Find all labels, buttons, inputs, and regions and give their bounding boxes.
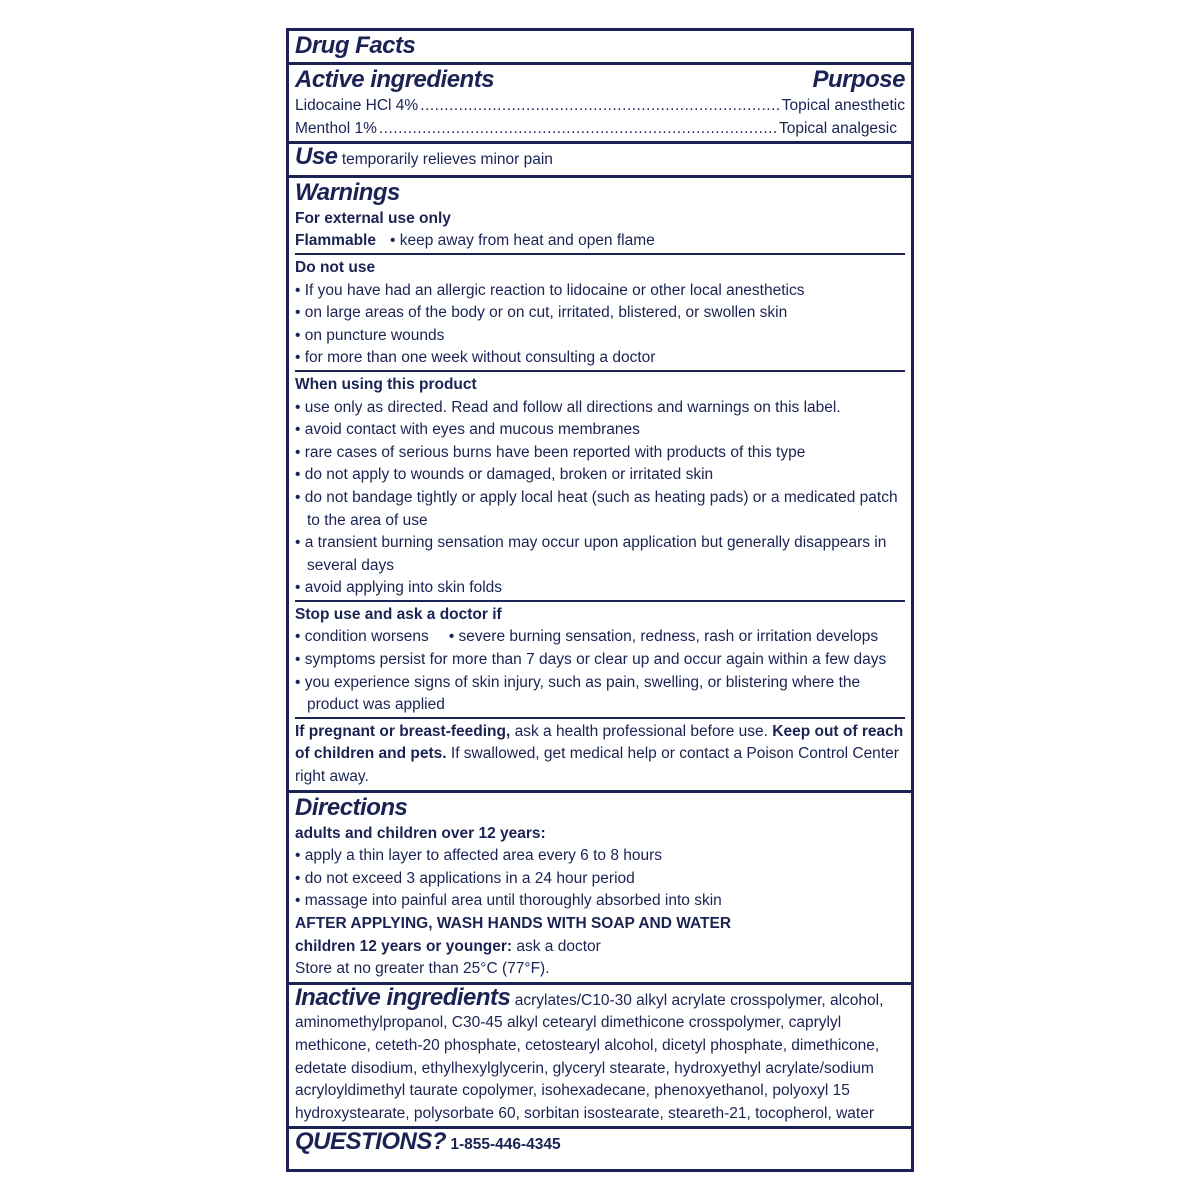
ingredient-name: Lidocaine HCl 4% bbox=[295, 97, 419, 114]
list-item: • on large areas of the body or on cut, irritated, blistered, or swollen skin bbox=[295, 304, 788, 322]
list-item: • you experience signs of skin injury, such as pain, swelling, or blistering where the product was applied bbox=[295, 673, 861, 714]
warnings-section bbox=[289, 178, 911, 793]
active-ingredient-row bbox=[295, 118, 905, 141]
leader-dots bbox=[379, 118, 777, 141]
flammable-label: Flammable bbox=[295, 232, 376, 250]
stop-use-item: • condition worsens bbox=[295, 628, 429, 646]
warnings-heading: Warnings bbox=[295, 178, 400, 206]
list-item: • rare cases of serious burns have been reported with products of this type bbox=[295, 443, 806, 461]
directions-section bbox=[289, 793, 911, 985]
drug-facts-title-section bbox=[289, 31, 911, 65]
flammable-line bbox=[295, 230, 905, 253]
leader-dots bbox=[420, 95, 780, 118]
list-item: • do not bandage tightly or apply local heat (such as heating pads) or a medicated patch to the area of use bbox=[295, 488, 898, 529]
wash-hands-text: AFTER APPLYING, WASH HANDS WITH SOAP AND WATER bbox=[295, 915, 732, 932]
active-ingredients-header bbox=[295, 65, 905, 95]
inactive-ingredients-section bbox=[289, 985, 911, 1130]
list-item: • use only as directed. Read and follow all directions and warnings on this label. bbox=[295, 398, 841, 416]
list-item: • avoid contact with eyes and mucous membranes bbox=[295, 421, 640, 439]
swallowed-text: If swallowed, get medical help or contact a Poison Control Center right away. bbox=[295, 745, 899, 786]
stop-use-subsection bbox=[295, 600, 905, 717]
active-ingredient-row bbox=[295, 95, 905, 118]
list-item: • If you have had an allergic reaction to lidocaine or other local anesthetics bbox=[295, 281, 805, 299]
inactive-ingredients-heading: Inactive ingredients bbox=[295, 983, 511, 1011]
active-ingredients-heading: Active ingredients bbox=[295, 66, 495, 93]
inactive-ingredients-text: acrylates/C10-30 alkyl acrylate crosspolymer, alcohol, aminomethylpropanol, C30-45 alkyl cetearyl dimethicone crosspolymer, caprylyl methicone, ceteth-20 phosphate, cetostearyl alcohol, dicetyl phosphate, dimethicone, edetate disodium, ethylhexylglycerin, glyceryl stearate, hydroxyethyl acrylate/sodium acryloyldimethyl taurate copolymer, isohexadecane, phenoxyethanol, polyoxyl 15 hydroxystearate, polysorbate 60, sorbitan isostearate, steareth-21, tocopherol, water bbox=[295, 991, 884, 1122]
list-item: • on puncture wounds bbox=[295, 326, 445, 344]
external-use-text: For external use only bbox=[295, 209, 451, 227]
stop-use-item: • severe burning sensation, redness, rash or irritation develops bbox=[448, 628, 879, 646]
pregnancy-bold: If pregnant or breast-feeding, bbox=[295, 722, 511, 740]
children-line bbox=[295, 936, 905, 959]
ingredient-name: Menthol 1% bbox=[295, 119, 377, 137]
do-not-use-heading: Do not use bbox=[295, 258, 376, 276]
use-section bbox=[289, 144, 911, 178]
list-item: • avoid applying into skin folds bbox=[295, 579, 503, 597]
list-item: • symptoms persist for more than 7 days or clear up and occur again within a few days bbox=[295, 651, 887, 669]
do-not-use-subsection bbox=[295, 253, 905, 370]
use-text: temporarily relieves minor pain bbox=[341, 151, 553, 169]
storage-text: Store at no greater than 25°C (77°F). bbox=[295, 960, 550, 978]
list-item bbox=[295, 626, 905, 649]
list-item: • a transient burning sensation may occur upon application but generally disappears in several days bbox=[295, 534, 887, 574]
keep-out-of-reach-bold: Keep out of reach of children and pets. bbox=[295, 722, 904, 763]
list-item: • for more than one week without consulting a doctor bbox=[295, 349, 656, 367]
when-using-heading: When using this product bbox=[295, 375, 477, 393]
when-using-subsection bbox=[295, 370, 905, 600]
drug-facts-title: Drug Facts bbox=[295, 32, 416, 59]
stop-use-heading: Stop use and ask a doctor if bbox=[295, 605, 502, 623]
phone-number: 1-855-446-4345 bbox=[446, 1136, 561, 1154]
pregnancy-text: ask a health professional before use. bbox=[510, 722, 773, 740]
pregnancy-subsection bbox=[295, 717, 905, 789]
purpose-heading: Purpose bbox=[812, 66, 905, 93]
questions-section bbox=[289, 1129, 911, 1158]
ingredient-purpose: Topical anesthetic bbox=[781, 97, 905, 114]
adults-heading: adults and children over 12 years: bbox=[295, 824, 546, 842]
use-heading: Use bbox=[295, 143, 338, 171]
drug-facts-label bbox=[286, 28, 914, 1172]
active-ingredients-section bbox=[289, 65, 911, 144]
list-item: • do not exceed 3 applications in a 24 hour period bbox=[295, 869, 635, 887]
list-item: • apply a thin layer to affected area every 6 to 8 hours bbox=[295, 847, 663, 865]
list-item: • do not apply to wounds or damaged, broken or irritated skin bbox=[295, 466, 714, 484]
flammable-text: • keep away from heat and open flame bbox=[389, 232, 655, 250]
children-label: children 12 years or younger: bbox=[295, 937, 513, 955]
directions-heading: Directions bbox=[295, 793, 408, 821]
ingredient-purpose: Topical analgesic bbox=[778, 119, 897, 137]
children-text: ask a doctor bbox=[512, 937, 601, 955]
list-item: • massage into painful area until thoroughly absorbed into skin bbox=[295, 892, 722, 910]
questions-heading: QUESTIONS? bbox=[295, 1128, 447, 1156]
